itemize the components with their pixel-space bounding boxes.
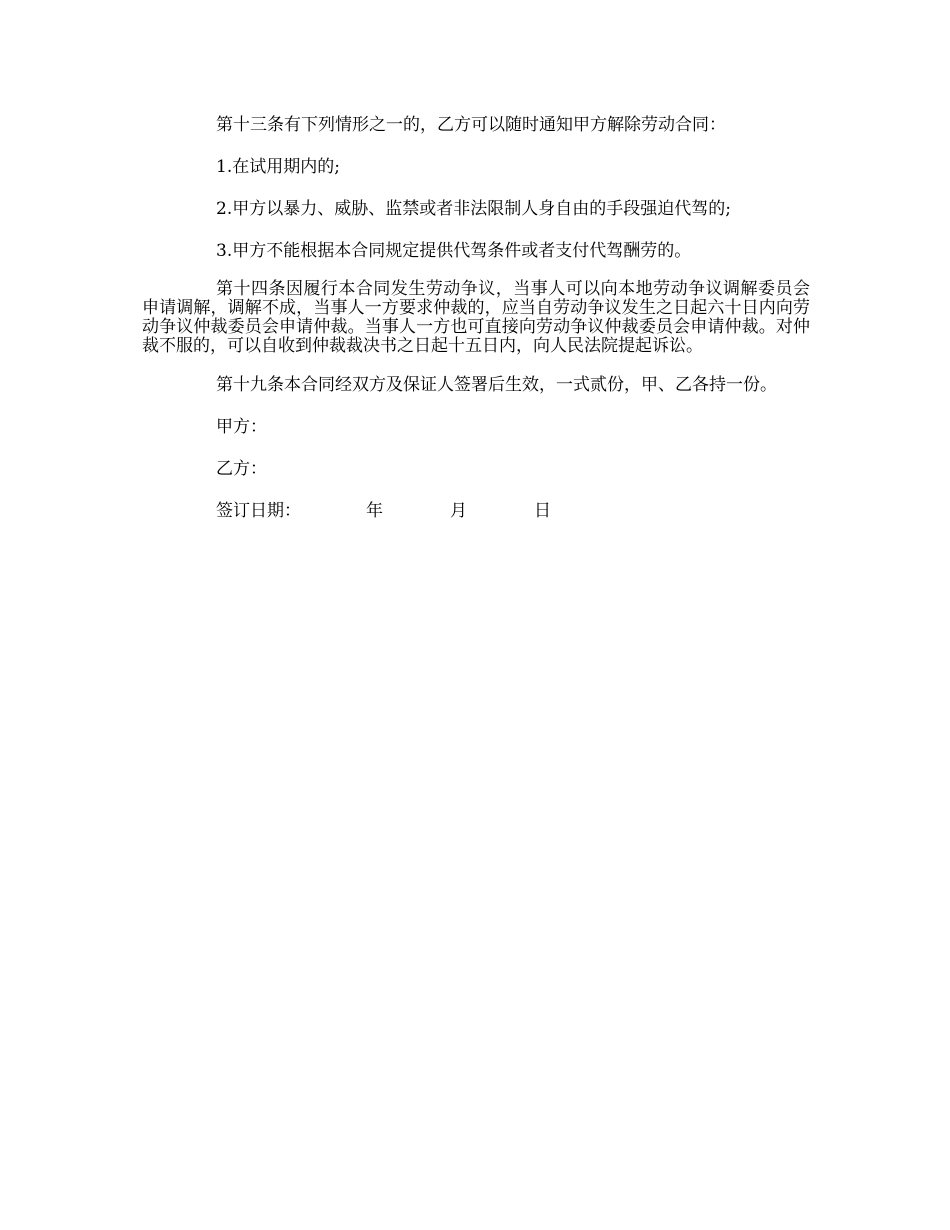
contract-body — [142, 112, 810, 524]
article-13-item-3: 3.甲方不能根据本合同规定提供代驾条件或者支付代驾酬劳的。 — [216, 241, 692, 261]
article-13-item-2: 2.甲方以暴力、威胁、监禁或者非法限制人身自由的手段强迫代驾的; — [216, 199, 731, 219]
signing-date-line — [142, 498, 810, 524]
article-13-heading: 第十三条有下列情形之一的，乙方可以随时通知甲方解除劳动合同： — [216, 115, 726, 135]
party-b-signature-line: 乙方： — [216, 459, 267, 479]
signing-date-month: 月 — [450, 501, 467, 521]
article-14-paragraph: 第十四条因履行本合同发生劳动争议，当事人可以向本地劳动争议调解委员会申请调解，调解不成，当事人一方要求仲裁的，应当自劳动争议发生之日起六十日内向劳动争议仲裁委员会申请仲裁。当事人一方也可直接向劳动争议仲裁委员会申请仲裁。对仲裁不服的，可以自收到仲裁裁决书之日起十五日内，向人民法院提起诉讼。 — [142, 279, 810, 356]
signing-date-day: 日 — [534, 501, 551, 521]
article-19-paragraph: 第十九条本合同经双方及保证人签署后生效，一式贰份，甲、乙各持一份。 — [216, 375, 777, 395]
signing-date-label: 签订日期： — [216, 501, 301, 521]
article-13-item-1: 1.在试用期内的; — [216, 157, 340, 177]
signing-date-year: 年 — [366, 501, 383, 521]
party-a-signature-line: 甲方： — [216, 417, 267, 437]
